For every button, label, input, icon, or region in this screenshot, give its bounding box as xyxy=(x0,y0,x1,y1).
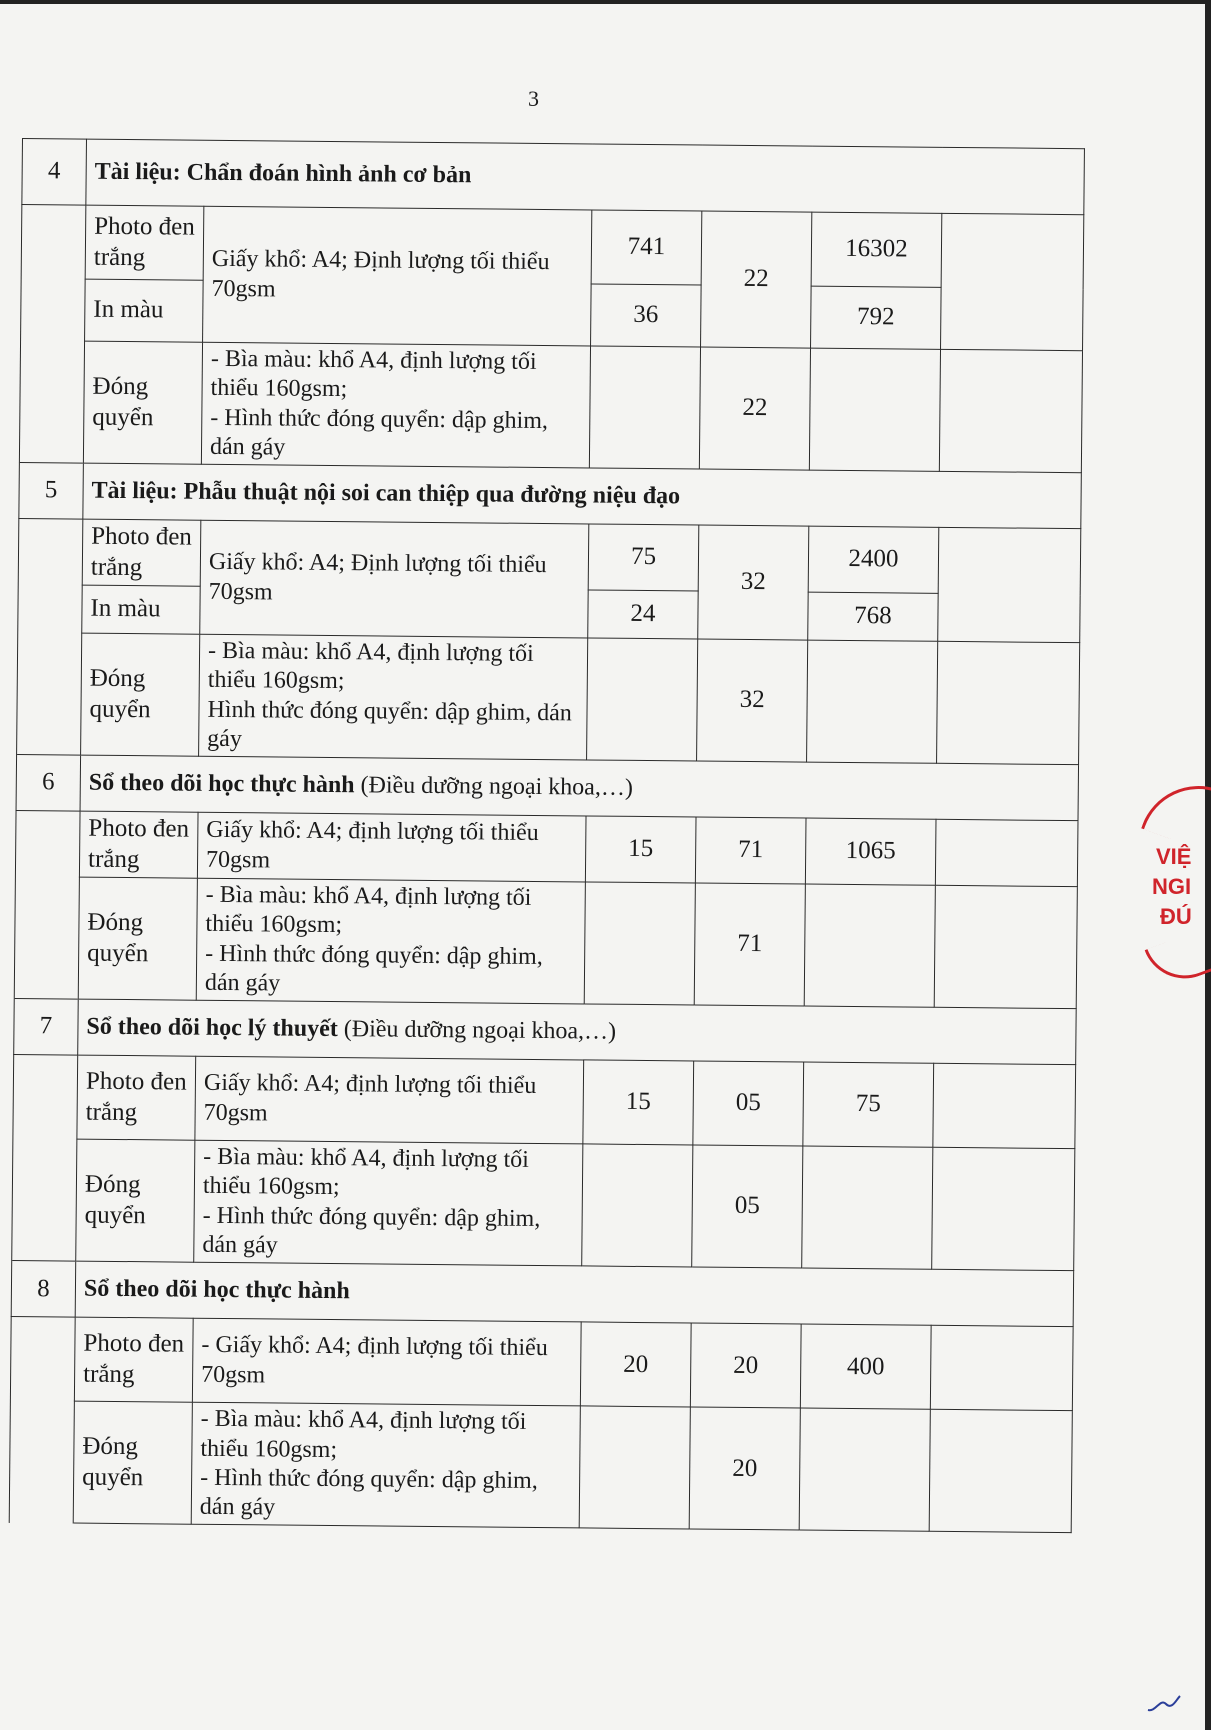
empty-cell xyxy=(799,1408,930,1531)
photo-label: Photo đen trắng xyxy=(85,205,204,280)
stamp-arc-top xyxy=(1141,769,1211,850)
stamp-text-line: VIỆ xyxy=(1156,844,1192,869)
binding-qty: 22 xyxy=(699,347,810,470)
binding-label: Đóng quyển xyxy=(81,633,200,756)
empty-cell xyxy=(939,349,1082,472)
empty-cell xyxy=(802,1146,933,1269)
empty-cell xyxy=(941,213,1084,350)
section-header-row xyxy=(22,139,1085,215)
copies-count: 32 xyxy=(698,525,809,640)
copies-count: 20 xyxy=(690,1323,801,1408)
color-label: In màu xyxy=(82,585,200,634)
empty-cell xyxy=(587,638,698,761)
photo-row xyxy=(13,1055,1076,1149)
photo-total: 2400 xyxy=(808,526,939,593)
paper-spec: Giấy khổ: A4; định lượng tối thiểu 70gsm xyxy=(195,1056,584,1144)
color-total: 792 xyxy=(811,286,942,349)
photo-total: 1065 xyxy=(805,818,936,885)
binding-label: Đóng quyển xyxy=(78,877,197,1000)
empty-cell xyxy=(582,1144,693,1267)
photo-row xyxy=(15,811,1078,887)
photo-label: Photo đen trắng xyxy=(77,1055,196,1140)
empty-cell xyxy=(938,527,1081,642)
photo-qty: 75 xyxy=(588,524,699,591)
empty-cell xyxy=(929,1410,1072,1533)
empty-stt-cell xyxy=(17,519,83,756)
red-stamp-partial xyxy=(1146,778,1206,998)
section-title: Sổ theo dõi học thực hành (Điều dưỡng ngoại khoa,…) xyxy=(80,755,1079,821)
binding-row xyxy=(9,1401,1072,1533)
empty-cell xyxy=(937,641,1080,764)
color-total: 768 xyxy=(808,592,938,641)
empty-cell xyxy=(935,819,1078,886)
photo-total: 16302 xyxy=(811,212,942,287)
section-title: Tài liệu: Phẫu thuật nội soi can thiệp qua đường niệu đạo xyxy=(83,463,1082,529)
paper-spec: Giấy khổ: A4; Định lượng tối thiểu 70gsm xyxy=(203,206,592,346)
empty-cell xyxy=(809,348,940,471)
photo-total: 75 xyxy=(803,1062,934,1147)
color-qty: 36 xyxy=(591,284,702,347)
empty-stt-cell xyxy=(14,811,80,1000)
binding-spec: - Bìa màu: khổ A4, định lượng tối thiểu 160gsm; - Hình thức đóng quyển: dập ghim, dán gáy xyxy=(191,1402,580,1528)
empty-cell xyxy=(589,346,700,469)
scan-border-top xyxy=(0,0,1211,4)
binding-label: Đóng quyển xyxy=(83,341,202,464)
binding-row xyxy=(19,340,1082,472)
color-label: In màu xyxy=(85,279,204,342)
procurement-table xyxy=(9,138,1085,1533)
section-number: 4 xyxy=(22,139,87,206)
section-title: Sổ theo dõi học thực hành xyxy=(75,1261,1074,1327)
binding-qty: 71 xyxy=(694,883,805,1006)
empty-cell xyxy=(933,1063,1076,1148)
copies-count: 22 xyxy=(701,211,812,348)
stamp-text-line: NGI xyxy=(1152,874,1192,899)
binding-label: Đóng quyển xyxy=(76,1139,195,1262)
section-number: 6 xyxy=(16,755,81,812)
paper-spec: - Giấy khổ: A4; định lượng tối thiểu 70gsm xyxy=(192,1318,581,1406)
copies-count: 05 xyxy=(693,1061,804,1146)
binding-spec: - Bìa màu: khổ A4, định lượng tối thiểu 160gsm; - Hình thức đóng quyển: dập ghim, dán gáy xyxy=(194,1140,583,1266)
paper-spec: Giấy khổ: A4; Định lượng tối thiểu 70gsm xyxy=(200,520,589,638)
photo-label: Photo đen trắng xyxy=(82,519,201,586)
stamp-text-line: ĐÚ xyxy=(1160,904,1192,929)
empty-stt-cell xyxy=(19,205,85,464)
stamp-arc-bottom xyxy=(1145,929,1211,991)
section-header-row xyxy=(19,463,1082,529)
binding-spec: - Bìa màu: khổ A4, định lượng tối thiểu 160gsm; - Hình thức đóng quyển: dập ghim, dán gáy xyxy=(201,342,590,468)
photo-qty: 15 xyxy=(585,816,696,883)
empty-cell xyxy=(804,884,935,1007)
binding-label: Đóng quyển xyxy=(73,1401,192,1524)
binding-row xyxy=(14,877,1077,1009)
section-title: Tài liệu: Chẩn đoán hình ảnh cơ bản xyxy=(86,139,1085,215)
empty-cell xyxy=(932,1147,1075,1270)
binding-row xyxy=(17,633,1080,765)
color-qty: 24 xyxy=(588,590,698,639)
section-header-row xyxy=(16,755,1079,821)
empty-stt-cell xyxy=(12,1055,78,1262)
photo-row xyxy=(21,205,1084,289)
binding-qty: 05 xyxy=(692,1145,803,1268)
empty-cell xyxy=(584,882,695,1005)
page-number: 3 xyxy=(528,86,539,111)
empty-cell xyxy=(934,885,1077,1008)
photo-label: Photo đen trắng xyxy=(79,811,198,878)
paper-spec: Giấy khổ: A4; định lượng tối thiểu 70gsm xyxy=(197,812,586,882)
binding-qty: 32 xyxy=(697,639,808,762)
section-header-row xyxy=(11,1261,1074,1327)
section-title: Sổ theo dõi học lý thuyết (Điều dưỡng ngoại khoa,…) xyxy=(78,999,1077,1065)
photo-row xyxy=(10,1317,1073,1411)
section-number: 8 xyxy=(11,1261,76,1318)
section-number: 5 xyxy=(19,463,84,520)
binding-spec: - Bìa màu: khổ A4, định lượng tối thiểu 160gsm; - Hình thức đóng quyển: dập ghim, dán gáy xyxy=(196,878,585,1004)
photo-label: Photo đen trắng xyxy=(74,1317,193,1402)
empty-cell xyxy=(579,1406,690,1529)
section-header-row xyxy=(14,999,1077,1065)
copies-count: 71 xyxy=(695,817,806,884)
empty-stt-cell xyxy=(9,1317,75,1524)
binding-row xyxy=(12,1139,1075,1271)
binding-spec: - Bìa màu: khổ A4, định lượng tối thiểu 160gsm; Hình thức đóng quyển: dập ghim, dán gáy xyxy=(199,634,588,760)
photo-row xyxy=(18,519,1081,595)
empty-cell xyxy=(807,640,938,763)
section-number: 7 xyxy=(14,999,79,1056)
signature-mark xyxy=(1146,1690,1182,1721)
photo-qty: 15 xyxy=(583,1060,694,1145)
binding-qty: 20 xyxy=(689,1407,800,1530)
photo-qty: 741 xyxy=(591,210,702,285)
photo-qty: 20 xyxy=(580,1322,691,1407)
photo-total: 400 xyxy=(800,1324,931,1409)
empty-cell xyxy=(930,1326,1073,1411)
